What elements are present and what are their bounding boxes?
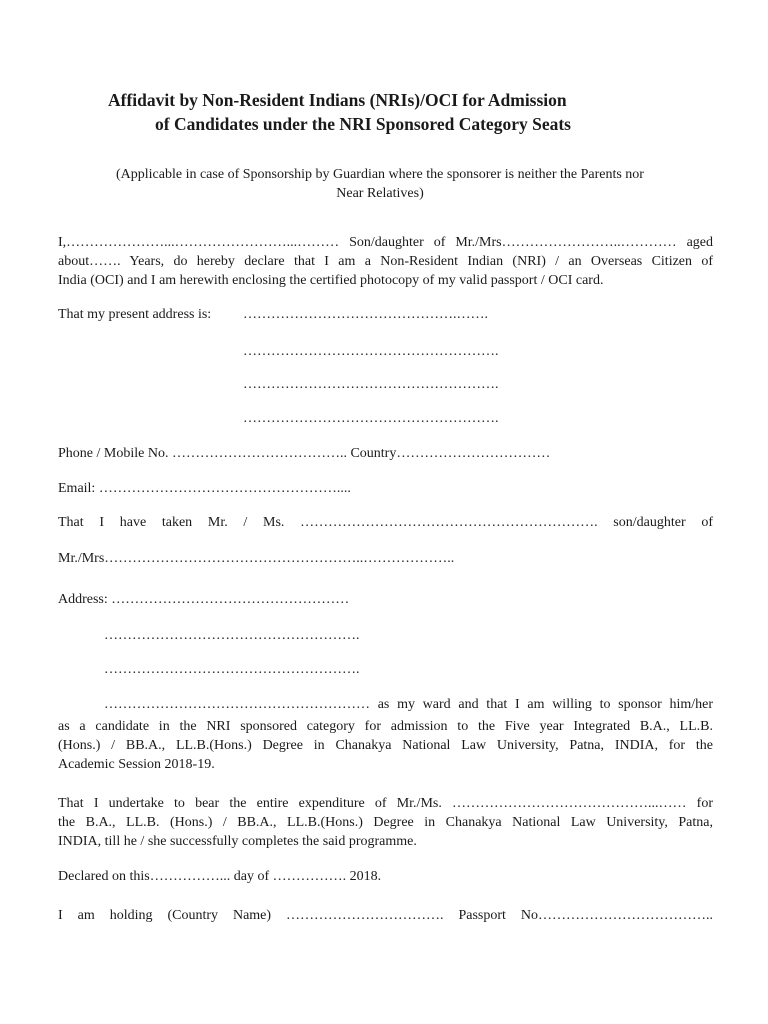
address-line-2: ………………………………………………. xyxy=(243,344,499,359)
sponsor-line-2: as a candidate in the NRI sponsored category for admission to the Five year Integrated B.A., LL.B. xyxy=(58,719,713,734)
title-line-1: Affidavit by Non-Resident Indians (NRIs)/OCI for Admission xyxy=(108,90,567,110)
sponsor-line-3: (Hons.) / BB.A., LL.B.(Hons.) Degree in Chanakya National Law University, Patna, INDIA, for the xyxy=(58,738,713,753)
address-line-3: ………………………………………………. xyxy=(243,377,499,392)
expenditure-line-1: That I undertake to bear the entire expenditure of Mr./Ms. ……………………………………...…… for xyxy=(58,796,713,811)
ward-address-line-3: ………………………………………………. xyxy=(104,662,360,677)
address-line-1: ……………………………………….……. xyxy=(243,307,488,322)
holding-line: I am holding (Country Name) ……………………………. Passport No……………………………….. xyxy=(58,908,713,923)
ward-address-line-2: ………………………………………………. xyxy=(104,628,360,643)
ward-line-2: Mr./Mrs………………………………………………..……………….. xyxy=(58,551,455,566)
ward-line-1: That I have taken Mr. / Ms. ………………………………………………………. son/daughter of xyxy=(58,515,713,530)
sponsor-line-1: ………………………………………………… as my ward and that I am willing to sponsor him/her xyxy=(104,697,713,712)
subtitle-line-2: Near Relatives) xyxy=(336,186,424,201)
ward-address-label: Address: …………………………………………… xyxy=(58,592,350,607)
expenditure-line-2: the B.A., LL.B. (Hons.) / BB.A., LL.B.(Hons.) Degree in Chanakya National Law University, Patna, xyxy=(58,815,713,830)
declaration-line-1: I,…………………...……………………...……… Son/daughter of Mr./Mrs……………………..………… aged xyxy=(58,235,713,250)
email-field: Email: …………………………………………….... xyxy=(58,481,351,496)
address-label: That my present address is: xyxy=(58,307,212,322)
declaration-line-2: about……. Years, do hereby declare that I am a Non-Resident Indian (NRI) / an Overseas Citizen of xyxy=(58,254,713,269)
sponsor-line-4: Academic Session 2018-19. xyxy=(58,757,215,772)
phone-field: Phone / Mobile No. ……………………………….. Country…………………………… xyxy=(58,446,551,461)
expenditure-line-3: INDIA, till he / she successfully completes the said programme. xyxy=(58,834,417,849)
declared-line: Declared on this……………... day of ……………. 2018. xyxy=(58,869,382,884)
subtitle-line-1: (Applicable in case of Sponsorship by Guardian where the sponsorer is neither the Parents nor xyxy=(116,167,644,182)
declaration-line-3: India (OCI) and I am herewith enclosing the certified photocopy of my valid passport / OCI card. xyxy=(58,273,604,288)
address-line-4: ………………………………………………. xyxy=(243,411,499,426)
title-line-2: of Candidates under the NRI Sponsored Category Seats xyxy=(155,114,571,134)
